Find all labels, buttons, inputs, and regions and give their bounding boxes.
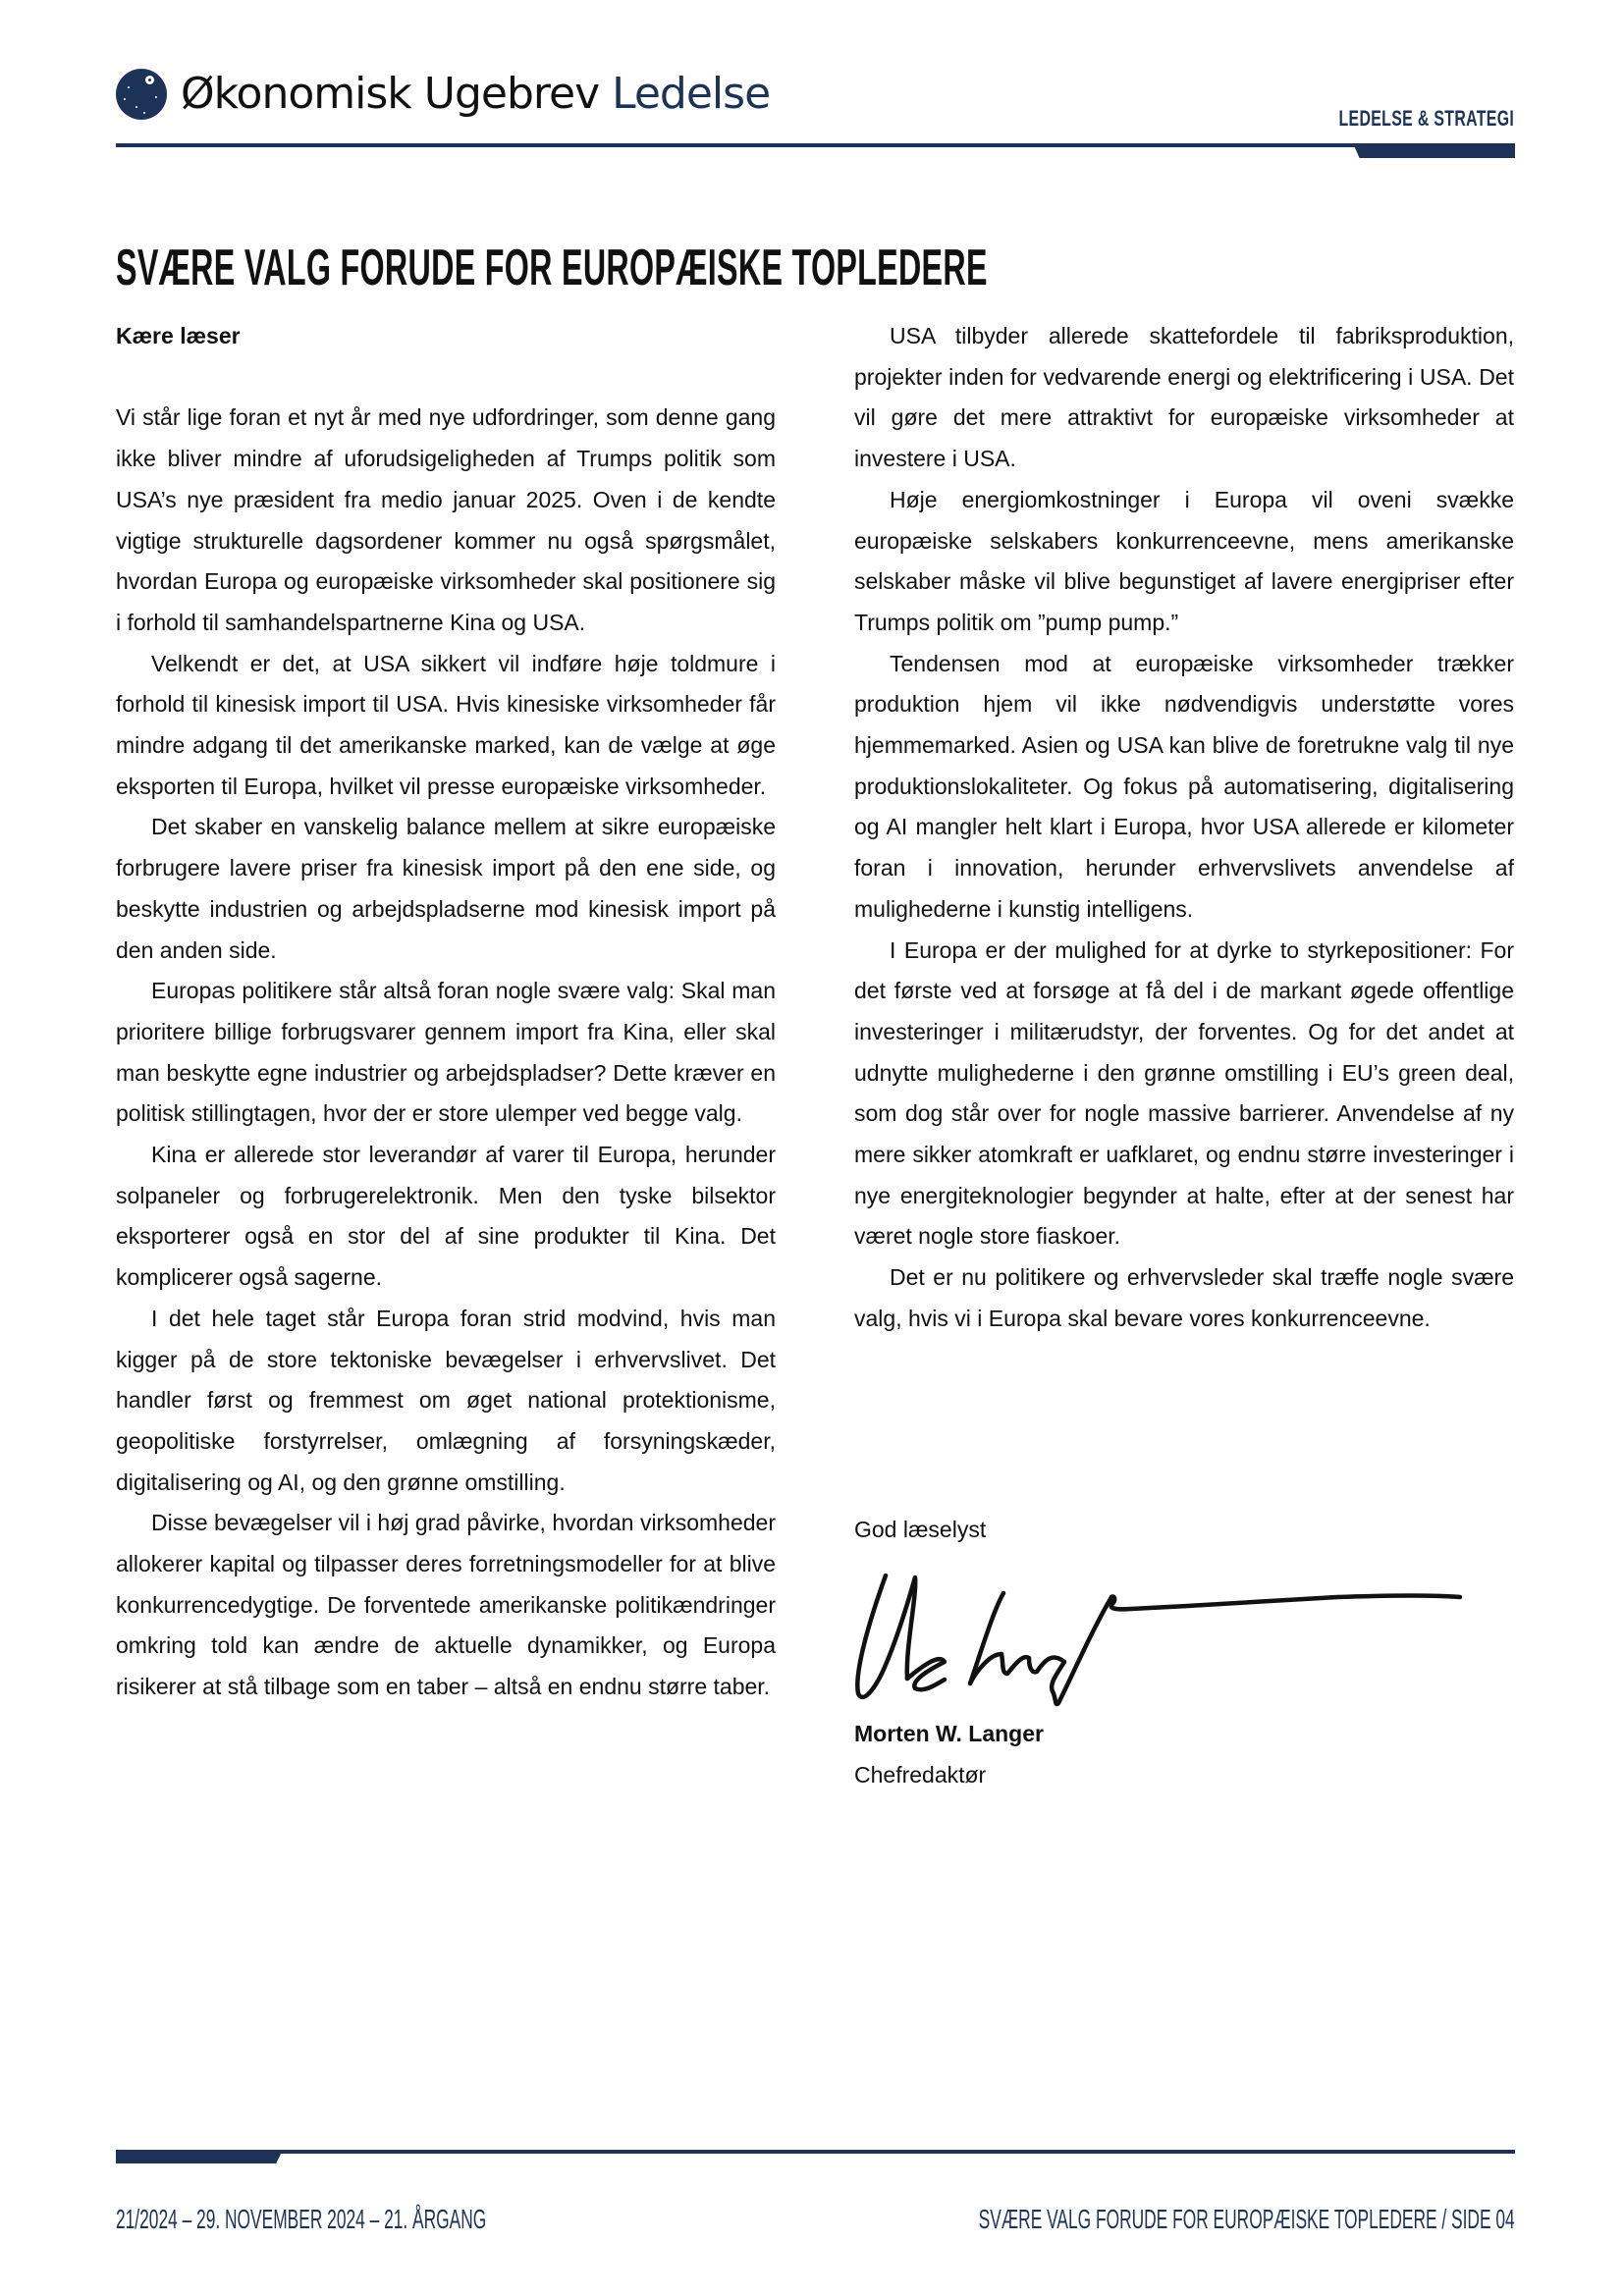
signer-role: Chefredaktør [854,1762,987,1788]
footer-divider-tab [116,2150,283,2163]
header-divider-tab [1353,143,1515,158]
salutation: Kære læser [116,323,241,348]
masthead-logo [116,69,770,120]
paragraph: Vi står lige foran et nyt år med nye udfordringer, som denne gang ikke bliver mindre af uforudsigeligheden af Trumps politik som USA’s nye præsident fra medio januar 2025. Oven i de kendte vigtige strukturelle dagsordener kommer nu også spørgsmålet, hvordan Europa og europæiske virksomheder skal positionere sig i forhold til samhandelspartnerne Kina og USA. [116,404,776,635]
paragraph: Tendensen mod at europæiske virksomheder trækker produktion hjem vil ikke nødvendigvis understøtte vores hjemmemarked. Asien og USA kan blive de foretrukne valg til nye produktionslokaliteter. Og fokus på automatisering, digitalisering og AI mangler helt klart i Europa, hvor USA allerede er kilometer foran i innovation, herunder erhvervslivets anvendelse af mulighederne i kunstig intelligens. [854,650,1514,922]
closing-greeting: God læselyst [854,1517,987,1542]
paragraph: Europas politikere står altså foran nogle svære valg: Skal man prioritere billige forbrugsvarer gennem import fra Kina, eller skal man beskytte egne industrier og arbejdspladser? Dette kræver en politisk stillingtagen, hvor der er store ulemper ved begge valg. [116,978,776,1127]
globe-icon [116,69,167,120]
paragraph: Det skaber en vanskelig balance mellem at sikre europæiske forbrugere lavere priser fra kinesisk import på den ene side, og beskytte industrien og arbejdspladserne mod kinesisk import på den anden side. [116,814,776,963]
article-left-column [116,316,776,1708]
signature-graphic [846,1556,1475,1713]
brand-secondary: Ledelse [612,69,771,119]
paragraph: I det hele taget står Europa foran strid modvind, hvis man kigger på de store tektoniske bevægelser i erhvervslivet. Det handler først og fremmest om øget national protektionisme, geopolitiske forstyrrelser, omlægning af forsyningskæder, digitalisering og AI, og den grønne omstilling. [116,1305,776,1495]
paragraph: Velkendt er det, at USA sikkert vil indføre høje toldmure i forhold til kinesisk import til USA. Hvis kinesiske virksomheder får mindre adgang til det amerikanske marked, kan de vælge at øge eksporten til Europa, hvilket vil presse europæiske virksomheder. [116,650,776,799]
section-label: LEDELSE & STRATEGI [1338,106,1514,131]
paragraph: I Europa er der mulighed for at dyrke to styrkepositioner: For det første ved at forsøge at få del i de markant øgede offentlige investeringer i militærudstyr, der forventes. Og for det andet at udnytte mulighederne i den grønne omstilling i EU’s green deal, som dog står over for nogle massive barrierer. Anvendelse af ny mere sikker atomkraft er uafklaret, og endnu større investeringer i nye energiteknologier begynder at halte, efter at der senest har været nogle store fiaskoer. [854,936,1514,1250]
paragraph: Kina er allerede stor leverandør af varer til Europa, herunder solpaneler og forbrugerelektronik. Men den tyske bilsektor eksporterer også en stor del af sine produkter til Kina. Det komplicerer også sagerne. [116,1142,776,1291]
brand-primary: Økonomisk Ugebrev [181,69,600,119]
signer-name: Morten W. Langer [854,1721,1044,1746]
article-right-column [854,316,1514,1340]
footer-divider [116,2150,1515,2154]
brand-name [181,69,771,119]
header-divider [116,143,1515,147]
paragraph: USA tilbyder allerede skattefordele til fabriksproduktion, projekter inden for vedvarende energi og elektrificering i USA. Det vil gøre det mere attraktivt for europæiske virksomheder at investere i USA. [854,323,1514,472]
paragraph: Høje energiomkostninger i Europa vil oveni svække europæiske selskabers konkurrenceevne, mens amerikanske selskaber måske vil blive begunstiget af lavere energipriser efter Trumps politik om ”pump pump.” [854,486,1514,635]
issue-info: 21/2024 – 29. NOVEMBER 2024 – 21. ÅRGANG [116,2204,487,2234]
running-title-page-number: SVÆRE VALG FORUDE FOR EUROPÆISKE TOPLEDERE / SIDE 04 [978,2204,1515,2234]
paragraph: Det er nu politikere og erhvervsleder skal træffe nogle svære valg, hvis vi i Europa skal bevare vores konkurrenceevne. [854,1264,1514,1331]
paragraph: Disse bevægelser vil i høj grad påvirke, hvordan virksomheder allokerer kapital og tilpasser deres forretningsmodeller for at blive konkurrencedygtige. De forventede amerikanske politikændringer omkring told kan ændre de aktuelle dynamikker, og Europa risikerer at stå tilbage som en taber – altså en endnu større taber. [116,1510,776,1700]
article-title: SVÆRE VALG FORUDE FOR EUROPÆISKE TOPLEDERE [116,239,988,296]
